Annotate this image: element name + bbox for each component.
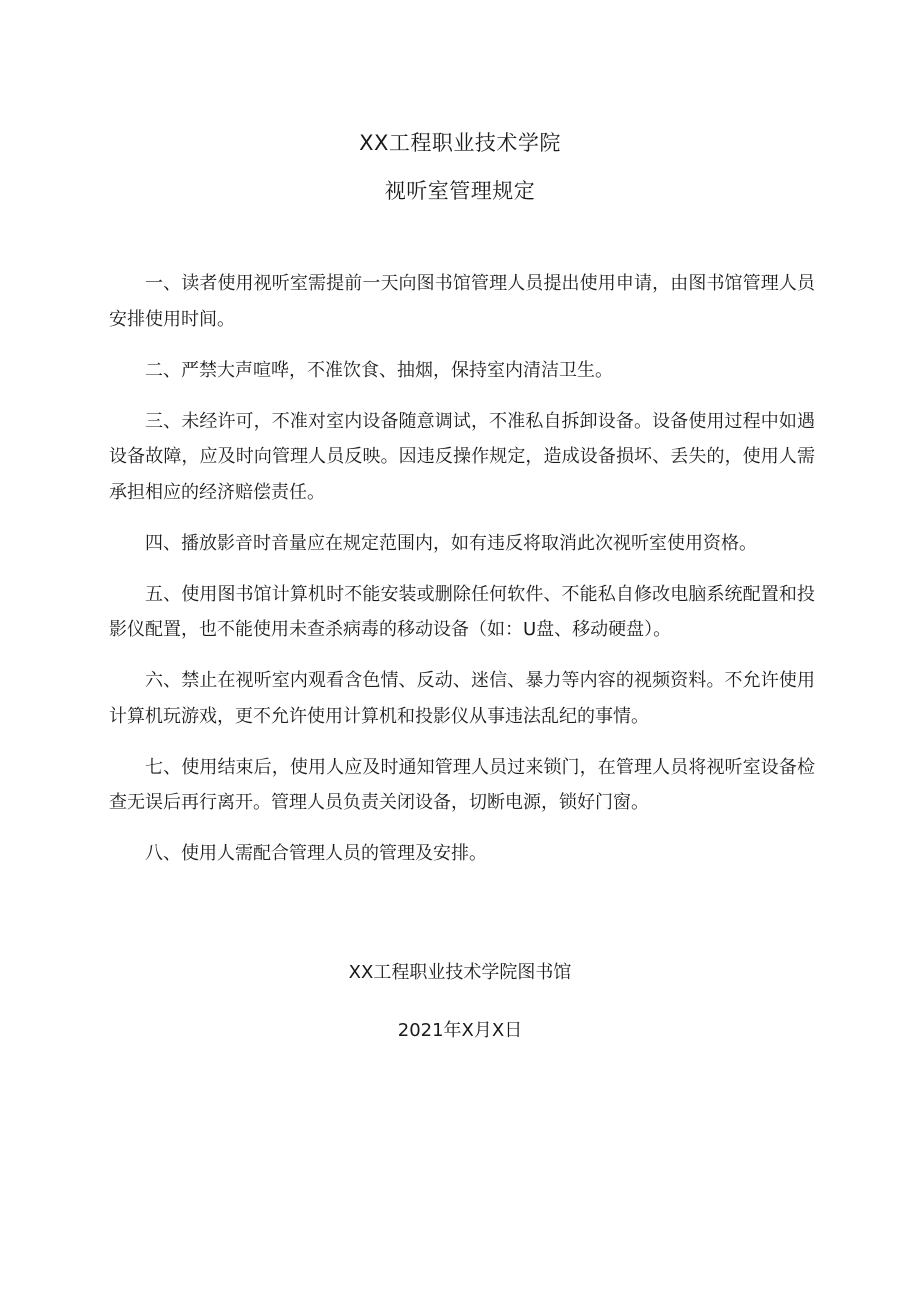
- regulation-item-5: 五、使用图书馆计算机时不能安装或删除任何软件、不能私自修改电脑系统配置和投影仪配置，也不能使用未查杀病毒的移动设备（如：U盘、移动硬盘）。: [109, 583, 815, 640]
- document-title: XX工程职业技术学院: [359, 131, 561, 155]
- signature-organization: XX工程职业技术学院图书馆: [348, 962, 572, 983]
- document-subtitle: 视听室管理规定: [384, 179, 536, 203]
- regulation-item-2: 二、严禁大声喧哗，不准饮食、抽烟，保持室内清洁卫生。: [145, 359, 613, 381]
- regulation-item-7: 七、使用结束后，使用人应及时通知管理人员过来锁门，在管理人员将视听室设备检查无误后再行离开。管理人员负责关闭设备，切断电源，锁好门窗。: [109, 756, 815, 813]
- regulation-item-3: 三、未经许可，不准对室内设备随意调试，不准私自拆卸设备。设备使用过程中如遇设备故障，应及时向管理人员反映。因违反操作规定，造成设备损坏、丢失的，使用人需承担相应的经济赔偿责任。: [109, 410, 815, 503]
- regulation-item-1: 一、读者使用视听室需提前一天向图书馆管理人员提出使用申请，由图书馆管理人员安排使用时间。: [109, 273, 815, 330]
- regulation-item-4: 四、播放影音时音量应在规定范围内，如有违反将取消此次视听室使用资格。: [145, 532, 757, 554]
- regulation-body: [109, 266, 815, 887]
- regulation-item-8: 八、使用人需配合管理人员的管理及安排。: [145, 843, 487, 864]
- signature-date: 2021年X月X日: [397, 1020, 523, 1041]
- regulation-item-6: 六、禁止在视听室内观看含色情、反动、迷信、暴力等内容的视频资料。不允许使用计算机玩游戏，更不允许使用计算机和投影仪从事违法乱纪的事情。: [109, 670, 815, 727]
